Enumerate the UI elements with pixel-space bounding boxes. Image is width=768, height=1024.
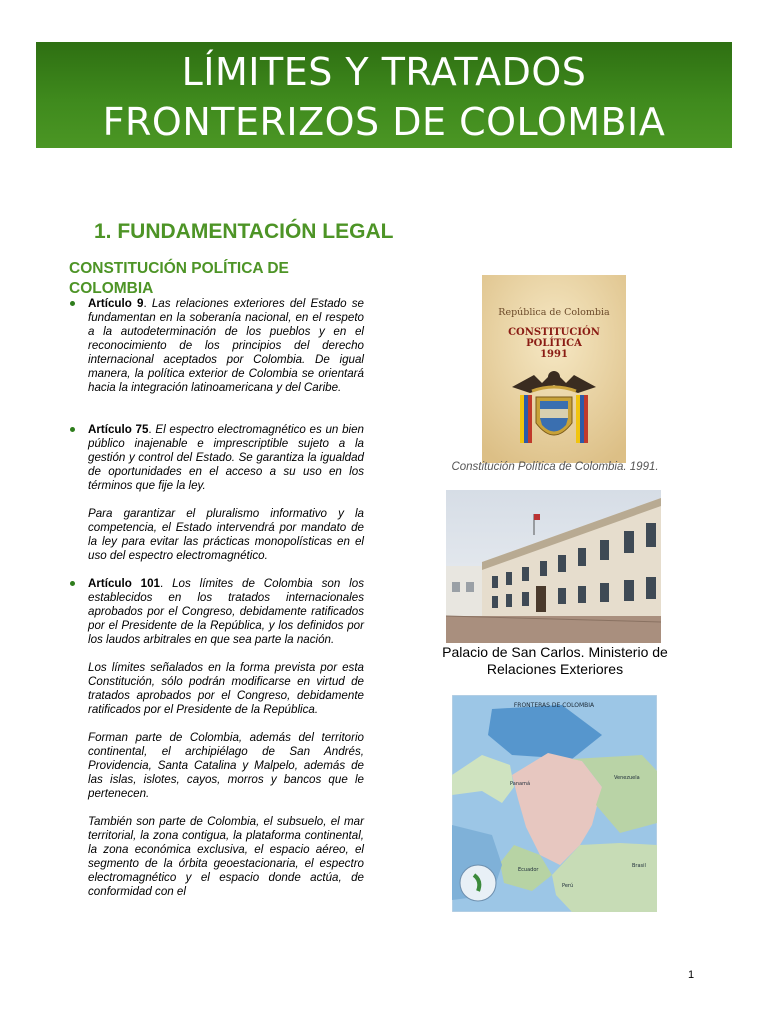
article-item: Artículo 101. Los límites de Colombia son los establecidos en los tratados internacionales aprobados por el Congreso, debidamente ratificados por el Presidente de la República, y los definidos por los laudos arbitrales en que sea parte la nación.	[70, 577, 364, 647]
title-line-1: LÍMITES Y TRATADOS	[181, 50, 587, 94]
article-paragraph: Los límites señalados en la forma prevista por esta Constitución, sólo podrán modificarse en virtud de tratados aprobados por el Congreso, debidamente ratificados por el Presidente de la República.	[88, 661, 364, 716]
article-paragraph: Forman parte de Colombia, además del territorio continental, el archipiélago de San Andrés, Providencia, Santa Catalina y Malpelo, además de las islas, islotes, cayos, morros y bancos que le pertenecen.	[88, 731, 364, 800]
articles-column	[70, 297, 364, 899]
map-label: Ecuador	[518, 867, 539, 873]
article-label: Artículo 101	[88, 577, 161, 590]
article-label: Artículo 75	[88, 423, 149, 436]
bullet-icon	[70, 581, 75, 586]
constitution-caption: Constitución Política de Colombia. 1991.	[451, 461, 659, 473]
article-item: Artículo 75. El espectro electromagnético es un bien público inajenable e imprescriptible sujeto a la gestión y control del Estado. Se garantiza la igualdad de oportunidades en el acceso a su uso en los términos que fije la ley.	[70, 423, 364, 493]
article-text: Las relaciones exteriores del Estado se fundamentan en la soberanía nacional, en el respeto a la autodeterminación de los pueblos y en el reconocimiento de los principios del derecho internacional aceptados por Colombia. De igual manera, la política exterior de Colombia se orientará hacia la integración latinoamericana y del Caribe.	[88, 297, 365, 394]
bullet-icon	[70, 427, 75, 432]
cover-title-1: CONSTITUCIÓN	[508, 327, 600, 338]
title-line-2: FRONTERIZOS DE COLOMBIA	[102, 100, 666, 144]
page-number: 1	[688, 969, 695, 981]
article-paragraph: Para garantizar el pluralismo informativo y la competencia, el Estado intervendrá por mandato de la ley para evitar las prácticas monopolísticas en el uso del espectro electromagnético.	[88, 507, 364, 562]
article-item: Artículo 9. Las relaciones exteriores del Estado se fundamentan en la soberanía nacional, en el respeto a la autodeterminación de los pueblos y en el reconocimiento de los principios del derecho internacional aceptados por Colombia. De igual manera, la política exterior de Colombia se orientará hacia la integración latinoamericana y del Caribe.	[70, 297, 364, 395]
section-title: 1. FUNDAMENTACIÓN LEGAL	[94, 220, 394, 243]
map-title: FRONTERAS DE COLOMBIA	[513, 702, 595, 709]
map-label: Brasil	[632, 863, 646, 869]
map-label: Venezuela	[614, 775, 640, 781]
coat-of-arms-icon	[512, 371, 596, 443]
title-banner	[36, 42, 732, 148]
cover-header: República de Colombia	[498, 307, 610, 318]
article-text: Los límites de Colombia son los establecidos en los tratados internacionales aprobados por el Congreso, debidamente ratificados por el Presidente de la República, y los definidos por los laudos arbitrales en que sea parte la nación.	[88, 577, 364, 646]
subsection-title: CONSTITUCIÓN POLÍTICA DE COLOMBIA	[69, 260, 289, 297]
constitution-cover-image	[482, 275, 626, 463]
palace-caption: Palacio de San Carlos. Ministerio de Relaciones Exteriores	[442, 644, 668, 677]
bullet-icon	[70, 301, 75, 306]
cover-title-2: POLÍTICA	[526, 338, 582, 349]
map-label: Perú	[562, 883, 574, 889]
article-text: El espectro electromagnético es un bien público inajenable e imprescriptible sujeto a la gestión y control del Estado. Se garantiza la igualdad de oportunidades en el acceso a su uso en los términos que fije la ley.	[88, 423, 364, 492]
map-label: Panamá	[510, 781, 531, 787]
article-label: Artículo 9	[88, 297, 144, 310]
palace-photo	[446, 490, 661, 643]
colombia-borders-map	[452, 695, 657, 912]
cover-year: 1991	[540, 349, 568, 360]
article-paragraph: También son parte de Colombia, el subsuelo, el mar territorial, la zona contigua, la plataforma continental, la zona económica exclusiva, el espacio aéreo, el segmento de la órbita geoestacionaria, el espectro electromagnético y el espacio donde actúa, de conformidad con el	[88, 815, 364, 898]
